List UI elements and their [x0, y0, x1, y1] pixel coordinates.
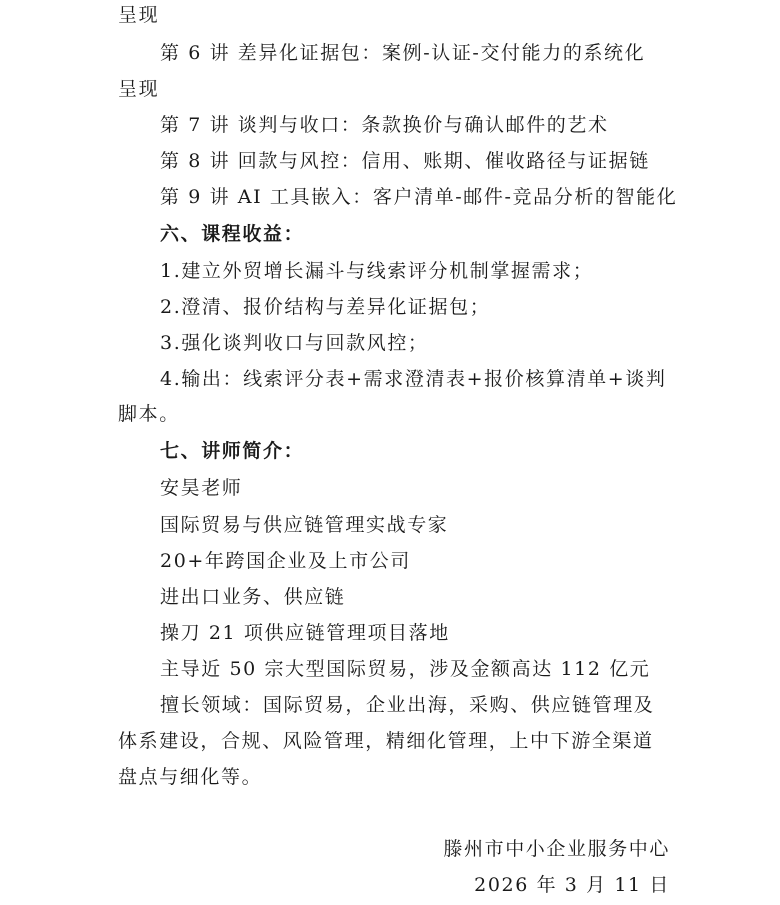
instructor-field: 进出口业务、供应链: [160, 586, 346, 608]
instructor-trades: 主导近 50 宗大型国际贸易，涉及金额高达 112 亿元: [160, 658, 651, 680]
benefit-item-2: 2.澄清、报价结构与差异化证据包；: [160, 296, 491, 318]
instructor-expertise: 擅长领域：国际贸易，企业出海，采购、供应链管理及: [160, 694, 655, 716]
instructor-projects: 操刀 21 项供应链管理项目落地: [160, 622, 450, 644]
instructor-experience: 20+年跨国企业及上市公司: [160, 550, 411, 572]
instructor-expertise-continuation-2: 盘点与细化等。: [118, 766, 263, 788]
lecture-9-line: 第 9 讲 AI 工具嵌入：客户清单-邮件-竞品分析的智能化: [160, 186, 678, 208]
lecture-6-line: 第 6 讲 差异化证据包：案例-认证-交付能力的系统化: [160, 42, 646, 64]
instructor-expertise-continuation-1: 体系建设，合规、风险管理，精细化管理，上中下游全渠道: [118, 730, 654, 752]
benefit-item-3: 3.强化谈判收口与回款风控；: [160, 332, 429, 354]
lecture-8-line: 第 8 讲 回款与风控：信用、账期、催收路径与证据链: [160, 150, 650, 172]
issuer-organization: 滕州市中小企业服务中心: [443, 838, 670, 860]
instructor-name: 安昊老师: [160, 477, 243, 499]
benefit-item-1: 1.建立外贸增长漏斗与线索评分机制掌握需求；: [160, 260, 594, 282]
lecture-7-line: 第 7 讲 谈判与收口：条款换价与确认邮件的艺术: [160, 114, 609, 136]
section-heading-benefits: 六、课程收益：: [160, 223, 305, 245]
issue-date: 2026 年 3 月 11 日: [474, 874, 670, 896]
body-line-1: 呈现: [118, 4, 160, 26]
lecture-6-continuation: 呈现: [118, 78, 160, 100]
instructor-title: 国际贸易与供应链管理实战专家: [160, 514, 449, 536]
benefit-item-4-continuation: 脚本。: [118, 403, 180, 425]
section-heading-instructor: 七、讲师简介：: [160, 440, 305, 462]
benefit-item-4: 4.输出：线索评分表+需求澄清表+报价核算清单+谈判: [160, 368, 667, 390]
